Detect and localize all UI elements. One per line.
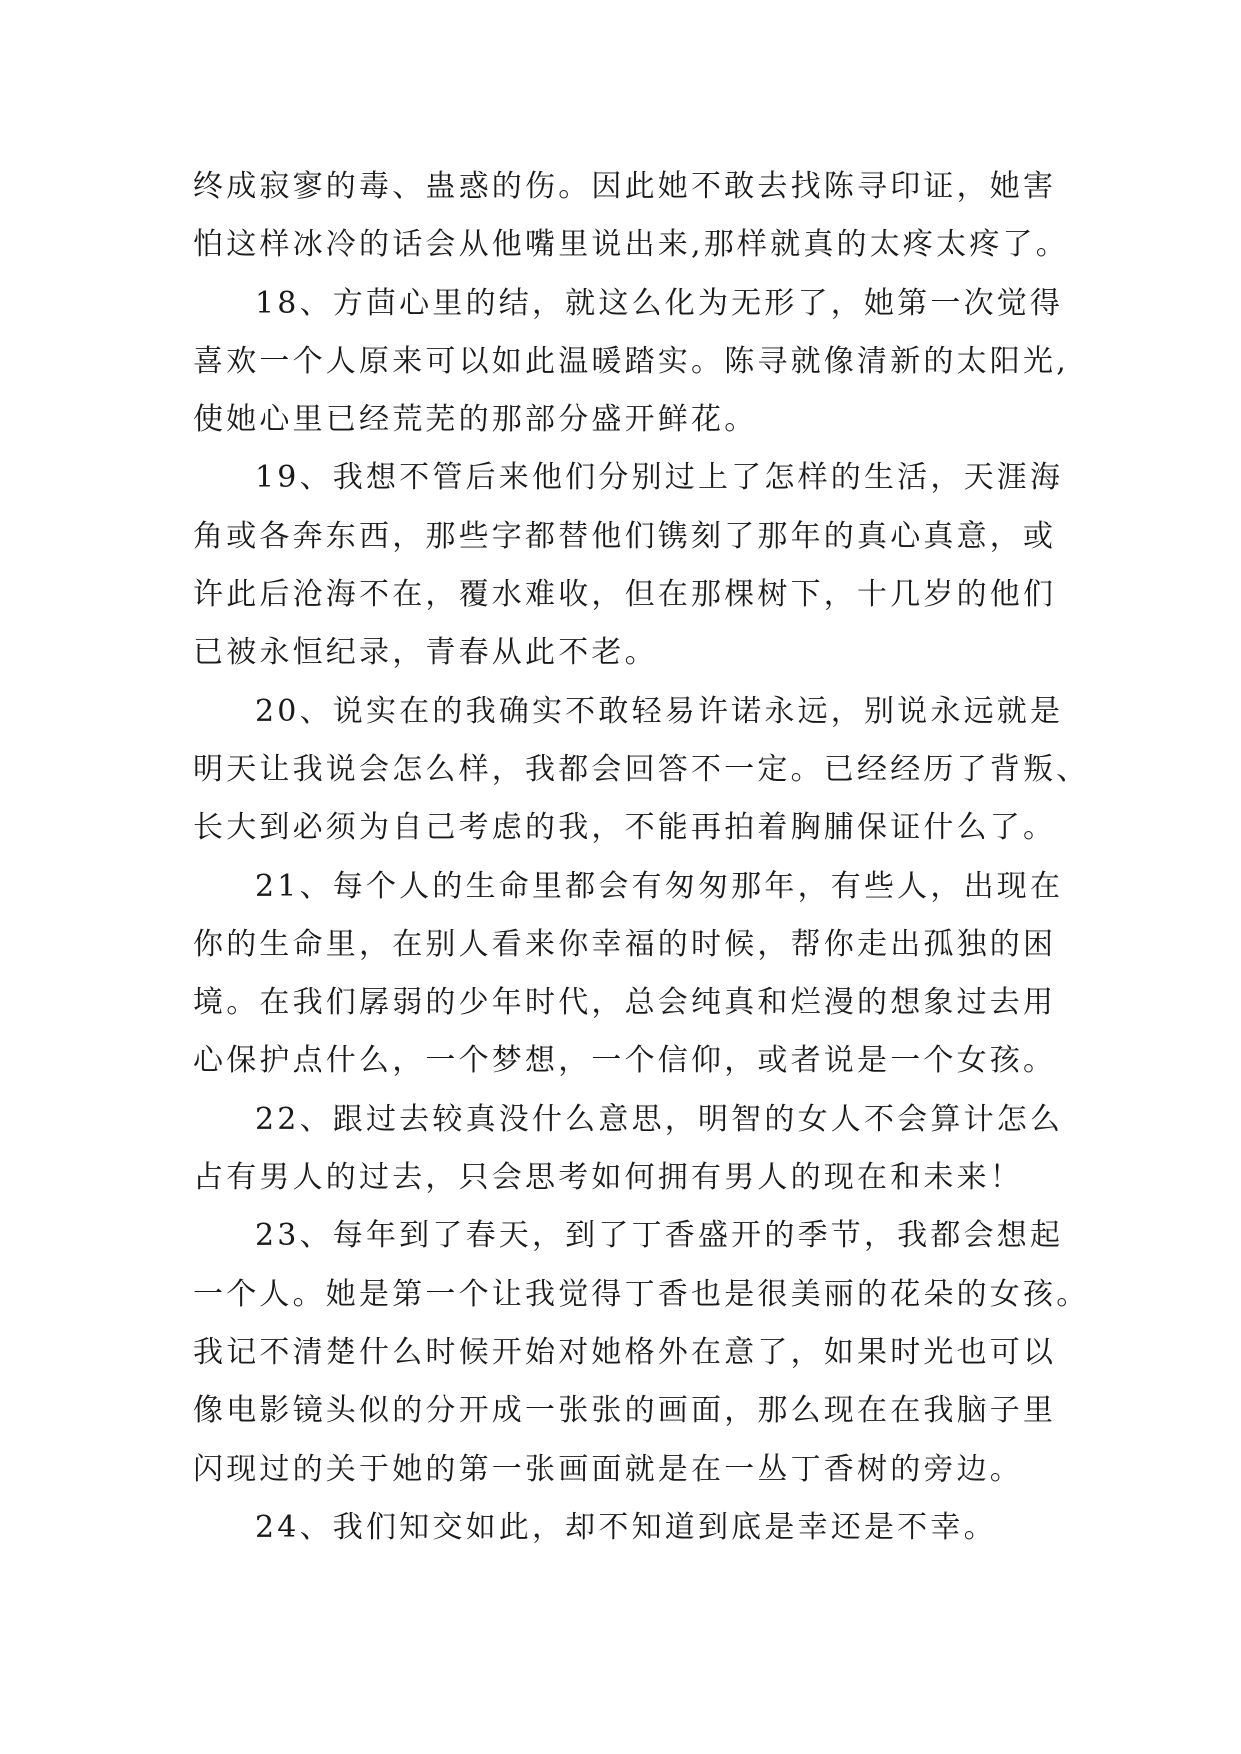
paragraph-18 [193,275,1073,450]
text-line: 闪现过的关于她的第一张画面就是在一丛丁香树的旁边。 [193,1451,1023,1487]
paragraph-continued [193,158,1073,275]
paragraph-23 [193,1207,1090,1498]
text-line: 19、我想不管后来他们分别过上了怎样的生活，天涯海 [255,460,1064,496]
text-line: 像电影镜头似的分开成一张张的画面，那么现在在我脑子里 [193,1393,1057,1429]
text-line: 24、我们知交如此，却不知道到底是幸还是不幸。 [255,1509,997,1545]
text-line: 角或各奔东西，那些字都替他们镌刻了那年的真心真意，或 [193,518,1057,554]
text-line: 已被永恒纪录，青春从此不老。 [193,635,658,671]
text-line: 终成寂寥的毒、蛊惑的伤。因此她不敢去找陈寻印证，她害 [193,169,1057,204]
text-line: 境。在我们孱弱的少年时代，总会纯真和烂漫的想象过去用 [193,985,1057,1021]
text-line: 占有男人的过去，只会思考如何拥有男人的现在和未来！ [193,1160,1023,1196]
paragraph-21 [193,858,1073,1091]
text-line: 你的生命里，在别人看来你幸福的时候，帮你走出孤独的困 [193,926,1057,962]
paragraph-24 [193,1499,1073,1557]
text-line: 心保护点什么，一个梦想，一个信仰，或者说是一个女孩。 [193,1043,1057,1079]
text-line: 怕这样冰冷的话会从他嘴里说出来,那样就真的太疼太疼了。 [193,227,1069,263]
text-line: 使她心里已经荒芜的那部分盛开鲜花。 [193,402,758,438]
text-line: 23、每年到了春天，到了丁香盛开的季节，我都会想起 [255,1218,1064,1254]
text-line: 21、每个人的生命里都会有匆匆那年，有些人，出现在 [255,868,1064,904]
text-line: 许此后沧海不在，覆水难收，但在那棵树下，十几岁的他们 [193,577,1057,613]
text-line: 喜欢一个人原来可以如此温暖踏实。陈寻就像清新的太阳光, [193,343,1069,379]
paragraph-20 [193,683,1090,858]
text-line: 明天让我说会怎么样，我都会回答不一定。已经经历了背叛、 [193,751,1090,787]
text-line: 我记不清楚什么时候开始对她格外在意了，如果时光也可以 [193,1334,1057,1370]
paragraph-22 [193,1091,1073,1208]
text-line: 18、方茴心里的结，就这么化为无形了，她第一次觉得 [255,285,1064,321]
paragraph-19 [193,449,1073,682]
text-line: 长大到必须为自己考虑的我，不能再拍着胸脯保证什么了。 [193,810,1057,846]
text-line: 20、说实在的我确实不敢轻易许诺永远，别说永远就是 [255,693,1064,729]
text-line: 22、跟过去较真没什么意思，明智的女人不会算计怎么 [255,1101,1064,1137]
text-line: 一个人。她是第一个让我觉得丁香也是很美丽的花朵的女孩。 [193,1276,1090,1312]
document-body [193,158,1090,1557]
